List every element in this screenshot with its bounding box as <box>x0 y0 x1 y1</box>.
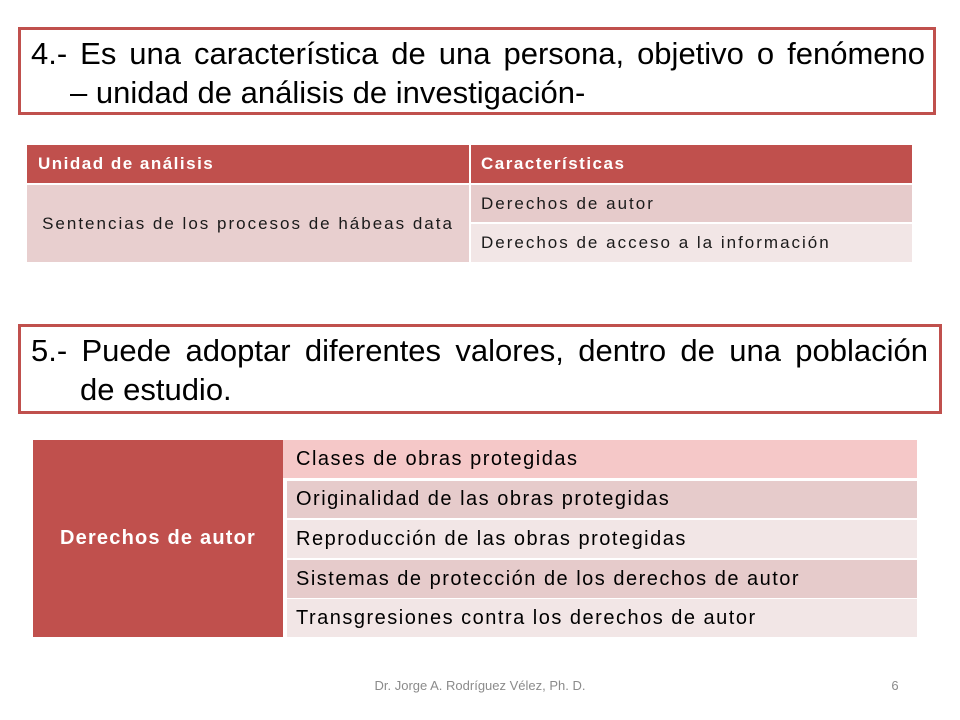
category-block: Derechos de autor <box>33 440 283 637</box>
characteristic-cell: Derechos de autor <box>471 185 912 222</box>
page-number: 6 <box>891 678 899 693</box>
unit-of-analysis-cell: Sentencias de los procesos de hábeas data <box>27 185 469 262</box>
list-item: Originalidad de las obras protegidas <box>287 481 917 518</box>
header-characteristics: Características <box>471 145 912 183</box>
list-item: Transgresiones contra los derechos de autor <box>287 599 917 637</box>
statement-box-4 <box>18 27 936 115</box>
footer-author: Dr. Jorge A. Rodríguez Vélez, Ph. D. <box>374 678 586 693</box>
list-item: Clases de obras protegidas <box>283 440 917 478</box>
statement-5-line-1: 5.- Puede adoptar diferentes valores, dentro de una población <box>31 333 928 368</box>
list-item: Reproducción de las obras protegidas <box>287 520 917 558</box>
statement-4-line-2: – unidad de análisis de investigación- <box>70 75 586 110</box>
list-item: Sistemas de protección de los derechos de autor <box>287 560 917 598</box>
statement-5-line-2: de estudio. <box>80 372 232 407</box>
characteristic-cell: Derechos de acceso a la información <box>471 224 912 262</box>
header-unit-of-analysis: Unidad de análisis <box>27 145 469 183</box>
statement-4-line-1: 4.- Es una característica de una persona, objetivo o fenómeno <box>31 36 925 71</box>
statement-box-5 <box>18 324 942 414</box>
